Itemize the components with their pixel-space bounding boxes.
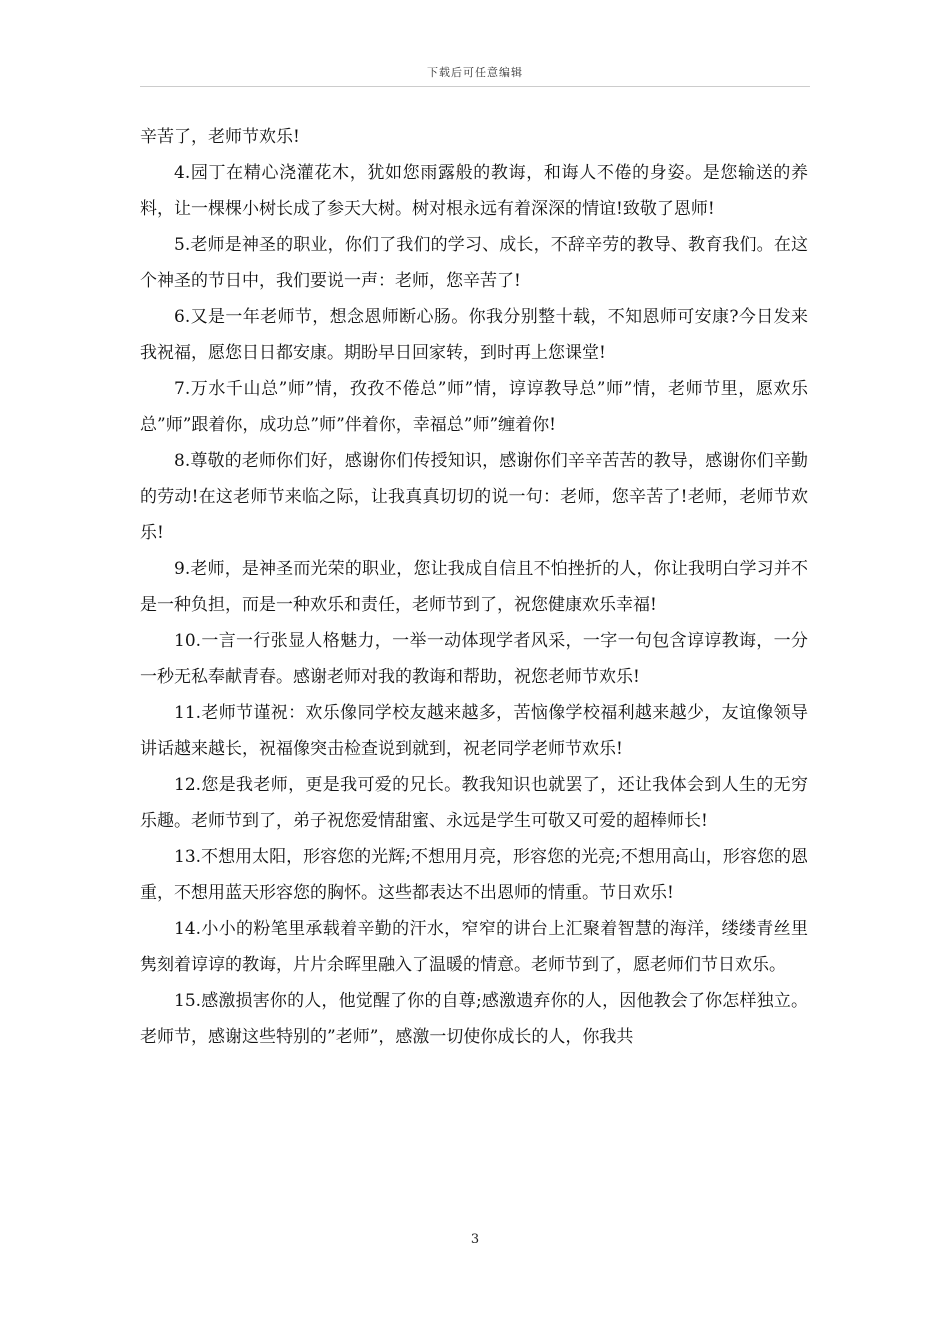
- paragraph-item: 7.万水千山总”师”情，孜孜不倦总”师”情，谆谆教导总”师”情，老师节里，愿欢乐总”师”跟着你，成功总”师”伴着你，幸福总”师”缠着你!: [140, 379, 808, 435]
- header-divider: [140, 86, 810, 87]
- page-number: 3: [470, 1232, 480, 1247]
- paragraph-item: 8.尊敬的老师你们好，感谢你们传授知识，感谢你们辛辛苦苦的教导，感谢你们辛勤的劳动!在这老师节来临之际，让我真真切切的说一句：老师，您辛苦了!老师，老师节欢乐!: [140, 451, 808, 543]
- paragraph-item: 11.老师节谨祝：欢乐像同学校友越来越多，苦恼像学校福利越来越少，友谊像领导讲话越来越长，祝福像突击检查说到就到，祝老同学老师节欢乐!: [140, 703, 808, 759]
- page-header: 下载后可任意编辑: [427, 66, 523, 79]
- paragraph-item: 9.老师，是神圣而光荣的职业，您让我成自信且不怕挫折的人，你让我明白学习并不是一种负担，而是一种欢乐和责任，老师节到了，祝您健康欢乐幸福!: [140, 559, 808, 615]
- paragraph-item: 4.园丁在精心浇灌花木，犹如您雨露般的教诲，和诲人不倦的身姿。是您输送的养料，让一棵棵小树长成了参天大树。树对根永远有着深深的情谊!致敬了恩师!: [140, 163, 808, 219]
- paragraph-item: 6.又是一年老师节，想念恩师断心肠。你我分别整十载，不知恩师可安康?今日发来我祝福，愿您日日都安康。期盼早日回家转，到时再上您课堂!: [140, 307, 808, 363]
- paragraph-item: 5.老师是神圣的职业，你们了我们的学习、成长，不辞辛劳的教导、教育我们。在这个神圣的节日中，我们要说一声：老师，您辛苦了!: [140, 235, 808, 291]
- paragraph-item: 14.小小的粉笔里承载着辛勤的汗水，窄窄的讲台上汇聚着智慧的海洋，缕缕青丝里隽刻着谆谆的教诲，片片余晖里融入了温暖的情意。老师节到了，愿老师们节日欢乐。: [140, 919, 808, 975]
- paragraph-item: 15.感激损害你的人，他觉醒了你的自尊;感激遗弃你的人，因他教会了你怎样独立。老师节，感谢这些特别的”老师”，感激一切使你成长的人，你我共: [140, 991, 808, 1047]
- paragraph-continuation: 辛苦了，老师节欢乐!: [140, 127, 300, 147]
- paragraph-item: 13.不想用太阳，形容您的光辉;不想用月亮，形容您的光亮;不想用高山，形容您的恩重，不想用蓝天形容您的胸怀。这些都表达不出恩师的情重。节日欢乐!: [140, 847, 808, 903]
- paragraph-item: 12.您是我老师，更是我可爱的兄长。教我知识也就罢了，还让我体会到人生的无穷乐趣。老师节到了，弟子祝您爱情甜蜜、永远是学生可敬又可爱的超棒师长!: [140, 775, 808, 831]
- document-body: [140, 119, 808, 1055]
- paragraph-item: 10.一言一行张显人格魅力，一举一动体现学者风采，一字一句包含谆谆教诲，一分一秒无私奉献青春。感谢老师对我的教诲和帮助，祝您老师节欢乐!: [140, 631, 808, 687]
